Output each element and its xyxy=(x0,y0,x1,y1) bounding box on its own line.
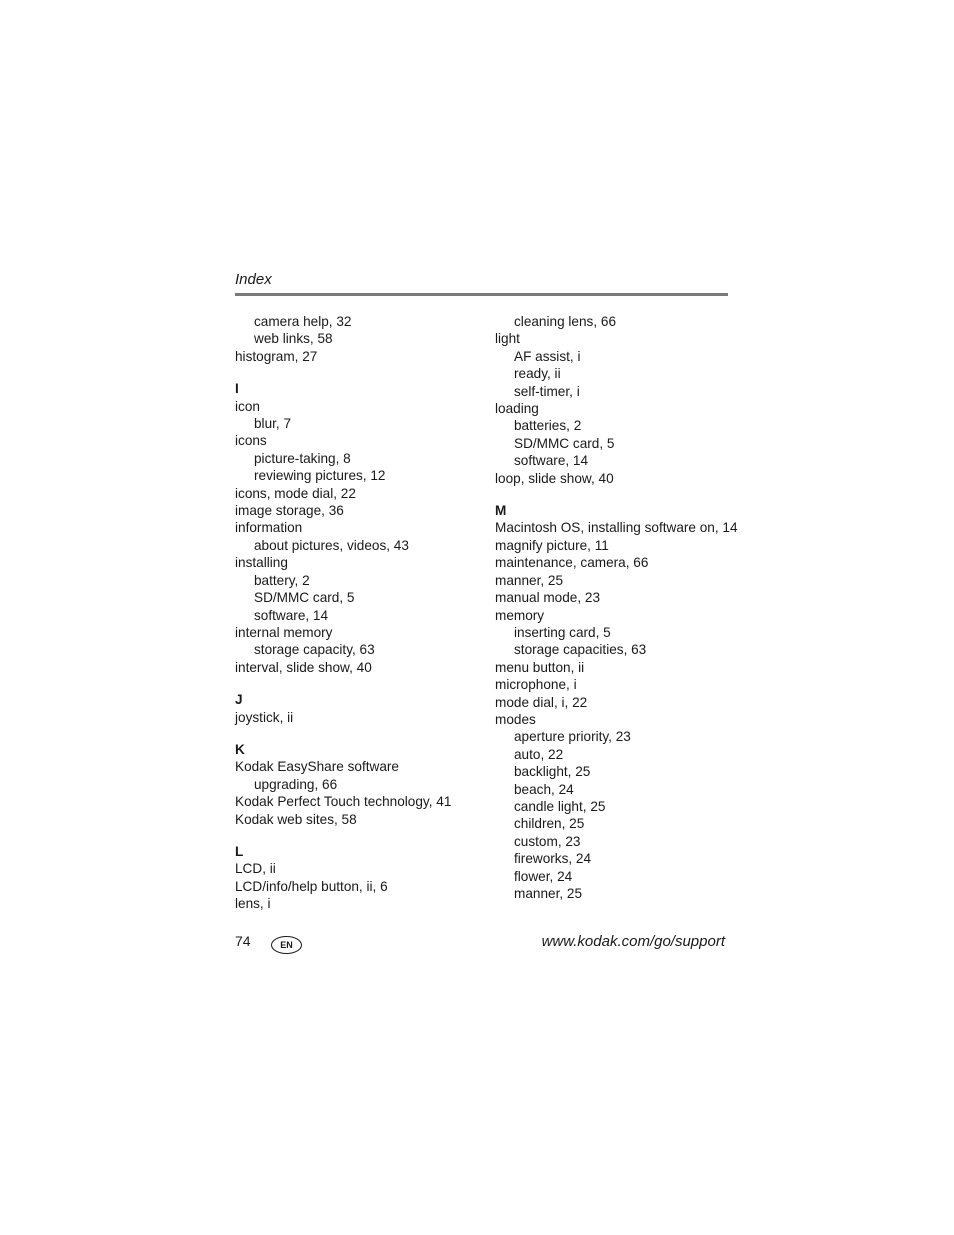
header-rule xyxy=(235,293,728,296)
index-entry: icons xyxy=(235,433,267,449)
index-entry: menu button, ii xyxy=(495,659,585,675)
index-subentry: web links, 58 xyxy=(254,331,333,347)
index-letter-heading: J xyxy=(235,692,243,708)
index-entry: installing xyxy=(235,555,288,571)
index-letter-heading: L xyxy=(235,843,244,859)
index-subentry: auto, 22 xyxy=(514,746,564,762)
support-url[interactable]: www.kodak.com/go/support xyxy=(541,933,725,950)
index-entry: Kodak Perfect Touch technology, 41 xyxy=(235,794,452,810)
index-subentry: custom, 23 xyxy=(514,833,581,849)
index-column-left xyxy=(235,313,480,913)
index-subentry: AF assist, i xyxy=(514,348,581,364)
index-entry: mode dial, i, 22 xyxy=(495,694,588,710)
index-entry: Kodak EasyShare software xyxy=(235,759,399,775)
index-letter-heading: K xyxy=(235,741,245,757)
index-subentry: beach, 24 xyxy=(514,781,574,797)
index-entry: loop, slide show, 40 xyxy=(495,470,614,486)
index-subentry: storage capacity, 63 xyxy=(254,642,375,658)
index-entry: magnify picture, 11 xyxy=(495,537,609,553)
index-subentry: battery, 2 xyxy=(254,572,310,588)
index-entry: internal memory xyxy=(235,624,333,640)
page-section-title: Index xyxy=(235,271,272,288)
index-letter-heading: M xyxy=(495,503,507,519)
index-subentry: ready, ii xyxy=(514,366,561,382)
index-entry: manner, 25 xyxy=(495,572,564,588)
index-entry: Kodak web sites, 58 xyxy=(235,811,357,827)
index-entry: memory xyxy=(495,607,545,623)
index-subentry: inserting card, 5 xyxy=(514,624,611,640)
index-subentry: children, 25 xyxy=(514,816,585,832)
index-subentry: batteries, 2 xyxy=(514,418,582,434)
index-subentry: software, 14 xyxy=(254,607,329,623)
index-entry: icons, mode dial, 22 xyxy=(235,485,356,501)
index-subentry: software, 14 xyxy=(514,453,589,469)
index-subentry: upgrading, 66 xyxy=(254,776,338,792)
index-subentry: camera help, 32 xyxy=(254,314,352,329)
index-entry: lens, i xyxy=(235,896,271,912)
index-entry: modes xyxy=(495,711,536,727)
index-column-right xyxy=(495,313,740,902)
index-entry: image storage, 36 xyxy=(235,503,344,519)
index-subentry: SD/MMC card, 5 xyxy=(514,435,615,451)
index-entry: histogram, 27 xyxy=(235,348,318,364)
index-subentry: manner, 25 xyxy=(514,886,583,901)
index-entry: light xyxy=(495,331,520,347)
index-subentry: SD/MMC card, 5 xyxy=(254,590,355,606)
page-number: 74 xyxy=(235,933,251,949)
index-subentry: self-timer, i xyxy=(514,383,580,399)
index-subentry: reviewing pictures, 12 xyxy=(254,468,386,484)
language-badge: EN xyxy=(271,936,302,954)
index-subentry: flower, 24 xyxy=(514,868,573,884)
index-subentry: backlight, 25 xyxy=(514,764,591,780)
index-entry: LCD/info/help button, ii, 6 xyxy=(235,878,388,894)
index-subentry: candle light, 25 xyxy=(514,798,606,814)
index-entry: interval, slide show, 40 xyxy=(235,659,372,675)
index-subentry: about pictures, videos, 43 xyxy=(254,537,409,553)
index-entry: loading xyxy=(495,401,539,417)
index-subentry: aperture priority, 23 xyxy=(514,729,631,745)
index-subentry: blur, 7 xyxy=(254,416,292,432)
index-entry: Macintosh OS, installing software on, 14 xyxy=(495,520,738,536)
index-subentry: storage capacities, 63 xyxy=(514,642,647,658)
index-subentry: cleaning lens, 66 xyxy=(514,314,617,329)
index-entry: icon xyxy=(235,398,260,414)
index-subentry: fireworks, 24 xyxy=(514,851,592,867)
index-entry: LCD, ii xyxy=(235,861,276,877)
index-entry: maintenance, camera, 66 xyxy=(495,555,649,571)
index-entry: microphone, i xyxy=(495,677,577,693)
index-letter-heading: I xyxy=(235,381,239,397)
index-subentry: picture-taking, 8 xyxy=(254,450,351,466)
index-entry: information xyxy=(235,520,303,536)
index-entry: joystick, ii xyxy=(235,709,294,725)
index-entry: manual mode, 23 xyxy=(495,590,601,606)
